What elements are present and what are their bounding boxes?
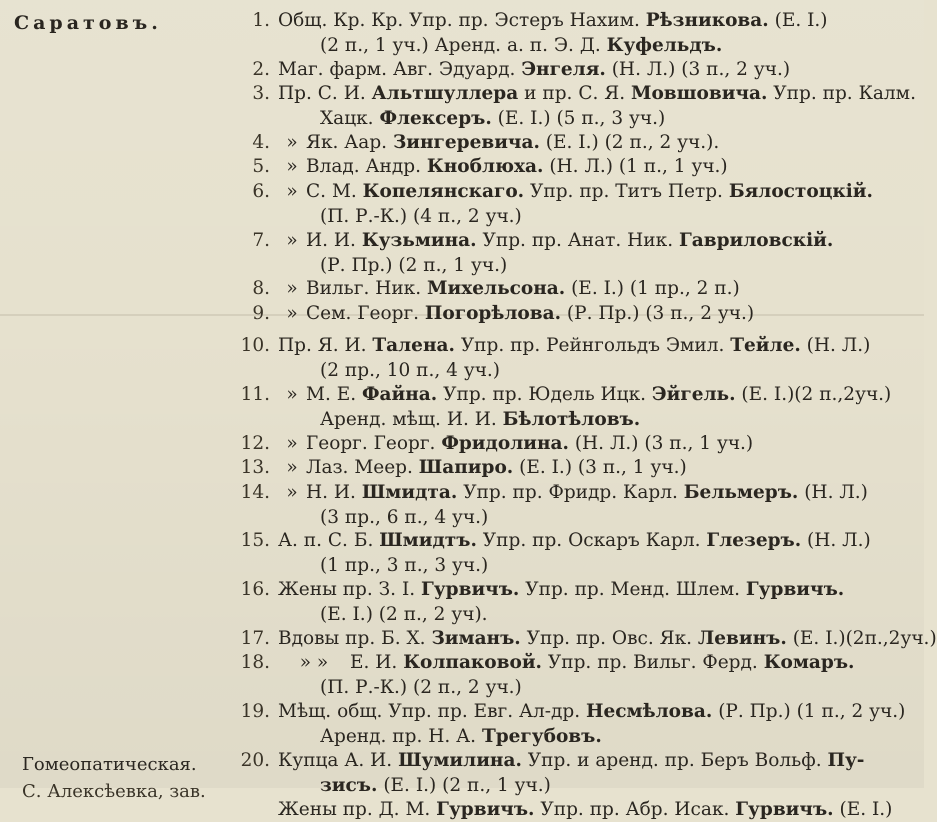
entry-text: (2 пр., 10 п., 4 уч.) [320, 360, 501, 382]
entry-text: М. Е. Файна. Упр. пр. Юдель Ицк. Эйгель. (Е. І.)(2 п.,2уч.) [306, 384, 892, 405]
entry-text: Н. И. Шмидта. Упр. пр. Фридр. Карл. Бельмеръ. (Н. Л.) [306, 481, 868, 503]
ditto-mark: » [286, 481, 298, 503]
entry-text: зисъ. (Е. І.) (2 п., 1 уч.) [320, 775, 551, 796]
entry-number: 12. [240, 432, 270, 454]
entry-line [220, 455, 910, 480]
entry-number: 4. [252, 132, 270, 153]
entry-text: (П. Р.-К.) (2 п., 2 уч.) [320, 677, 522, 699]
entry-number: 9. [252, 302, 270, 324]
entry-number: 17. [240, 628, 270, 649]
entry-number: 15. [240, 530, 270, 552]
city-heading: Саратовъ. [14, 12, 162, 34]
entry-line [220, 333, 910, 358]
entry-number: 13. [240, 457, 270, 479]
directory-entry [220, 431, 910, 456]
ditto-mark: » [286, 432, 298, 454]
entry-line [220, 8, 910, 33]
ditto-mark: » [286, 132, 298, 153]
directory-entry [220, 154, 910, 179]
entry-number: 11. [240, 384, 270, 405]
entry-text: Жены пр. З. І. Гурвичъ. Упр. пр. Менд. Шлем. Гурвичъ. [278, 579, 845, 601]
entry-number: 2. [252, 58, 270, 80]
entry-text: А. п. С. Б. Шмидтъ. Упр. пр. Оскаръ Карл. Глезеръ. (Н. Л.) [278, 530, 871, 552]
entry-text: Пр. С. И. Альтшуллера и пр. С. Я. Мовшовича. Упр. пр. Калм. [278, 83, 916, 105]
directory-entry [220, 276, 910, 301]
entry-text: Лаз. Меер. Шапиро. (Е. І.) (3 п., 1 уч.) [306, 457, 687, 479]
entry-line [220, 431, 910, 456]
entry-line [220, 505, 910, 530]
entry-line [220, 675, 910, 700]
entry-line [220, 748, 910, 773]
entry-line [220, 650, 910, 675]
entry-text: Вдовы пр. Б. Х. Зиманъ. Упр. пр. Овс. Як. Левинъ. (Е. І.)(2п.,2уч.) [278, 628, 937, 649]
directory-entry [220, 650, 910, 700]
directory-entry [220, 8, 910, 58]
entry-text: Сем. Георг. Погорѣлова. (Р. Пр.) (3 п., 2 уч.) [306, 302, 755, 324]
entry-number: 16. [240, 579, 270, 601]
entry-line [220, 577, 910, 602]
ditto-mark: » [286, 457, 298, 479]
entry-line [220, 699, 910, 724]
entry-text: Е. И. Колпаковой. Упр. пр. Вильг. Ферд. Комаръ. [350, 652, 855, 674]
directory-entry [220, 130, 910, 155]
entry-number: 14. [240, 481, 270, 503]
entry-line [220, 33, 910, 58]
ditto-mark: » [286, 278, 298, 300]
entry-number: 10. [240, 335, 270, 357]
entry-line [220, 276, 910, 301]
directory-entry [220, 301, 910, 326]
entry-line [220, 480, 910, 505]
entry-line [220, 602, 910, 627]
directory-entry [220, 179, 910, 229]
entry-line [220, 106, 910, 131]
entry-text: (3 пр., 6 п., 4 уч.) [320, 506, 489, 528]
ditto-mark: » [286, 384, 298, 405]
entry-text: С. М. Копелянскаго. Упр. пр. Титъ Петр. Бялостоцкій. [306, 180, 873, 202]
entry-text: (Р. Пр.) (2 п., 1 уч.) [320, 254, 508, 276]
entry-line [220, 626, 937, 651]
entry-number: 8. [252, 278, 270, 300]
entry-text: Жены пр. Д. М. Гурвичъ. Упр. пр. Абр. Исак. Гурвичъ. (Е. І.) [278, 798, 893, 820]
entry-text: Георг. Георг. Фридолина. (Н. Л.) (3 п., 1 уч.) [306, 432, 754, 454]
entry-text: (1 пр., 3 п., 3 уч.) [320, 555, 489, 577]
entry-line [220, 228, 910, 253]
entry-line [220, 130, 910, 155]
entry-line [220, 553, 910, 578]
ditto-mark: » [286, 156, 298, 178]
entry-text: Аренд. пр. Н. А. Трегубовъ. [320, 726, 602, 748]
entry-text: Як. Аар. Зингеревича. (Е. І.) (2 п., 2 уч.). [306, 132, 720, 153]
directory-entry [220, 480, 910, 530]
entry-text: Купца А. И. Шумилина. Упр. и аренд. пр. Беръ Вольф. Пу- [278, 750, 865, 771]
directory-entry [220, 797, 910, 822]
entry-text: Хацк. Флексеръ. (Е. І.) (5 п., 3 уч.) [320, 108, 666, 130]
ditto-mark: » [286, 229, 298, 251]
entry-line [220, 407, 910, 432]
ditto-mark: » » [299, 652, 329, 674]
entry-line [220, 797, 910, 822]
section-label-homeopathic: Гомеопатическая. [22, 754, 197, 775]
directory-entry [220, 528, 910, 578]
entry-number: 19. [240, 701, 270, 723]
entry-line [220, 528, 910, 553]
entry-text: (П. Р.-К.) (4 п., 2 уч.) [320, 205, 522, 227]
directory-entry [220, 81, 916, 131]
ditto-mark: » [286, 180, 298, 202]
entry-text: Мѣщ. общ. Упр. пр. Евг. Ал-др. Несмѣлова. (Р. Пр.) (1 п., 2 уч.) [278, 701, 906, 723]
entry-line [220, 773, 910, 798]
entry-line [220, 358, 910, 383]
entry-line [220, 382, 910, 407]
entry-line [220, 179, 910, 204]
entry-number: 18. [240, 652, 270, 674]
directory-entry [220, 382, 910, 432]
directory-entry [220, 57, 910, 82]
entry-number: 7. [252, 229, 270, 251]
directory-entry [220, 626, 937, 651]
directory-entry [220, 699, 910, 749]
directory-entry [220, 577, 910, 627]
entry-line [220, 81, 916, 106]
entry-text: (Е. І.) (2 п., 2 уч). [320, 604, 488, 626]
directory-entry [220, 455, 910, 480]
entry-text: Пр. Я. И. Талена. Упр. пр. Рейнгольдъ Эмил. Тейле. (Н. Л.) [278, 335, 871, 357]
entry-text: Общ. Кр. Кр. Упр. пр. Эстеръ Нахим. Рѣзникова. (Е. І.) [278, 10, 828, 31]
entry-number: 6. [252, 180, 270, 202]
directory-entry [220, 748, 910, 798]
entry-number: 20. [240, 750, 270, 771]
entry-text: И. И. Кузьмина. Упр. пр. Анат. Ник. Гавриловскій. [306, 229, 834, 251]
entry-text: (2 п., 1 уч.) Аренд. а. п. Э. Д. Куфельдъ. [320, 35, 723, 56]
entry-line [220, 301, 910, 326]
entry-number: 5. [252, 156, 270, 178]
entry-line [220, 154, 910, 179]
entry-line [220, 57, 910, 82]
entry-line [220, 724, 910, 749]
entry-line [220, 253, 910, 278]
entry-number: 1. [252, 10, 270, 31]
directory-entry [220, 333, 910, 383]
section-label-next: С. Алексѣевка, зав. [22, 781, 206, 802]
entry-text: Влад. Андр. Кноблюха. (Н. Л.) (1 п., 1 уч.) [306, 156, 728, 178]
entry-line [220, 204, 910, 229]
directory-entry [220, 228, 910, 278]
ditto-mark: » [286, 302, 298, 324]
entry-number: 3. [252, 83, 270, 105]
entry-text: Маг. фарм. Авг. Эдуард. Энгеля. (Н. Л.) (3 п., 2 уч.) [278, 58, 791, 80]
entry-text: Вильг. Ник. Михельсона. (Е. І.) (1 пр., 2 п.) [306, 278, 740, 300]
entry-text: Аренд. мѣщ. И. И. Бѣлотѣловъ. [320, 409, 641, 430]
